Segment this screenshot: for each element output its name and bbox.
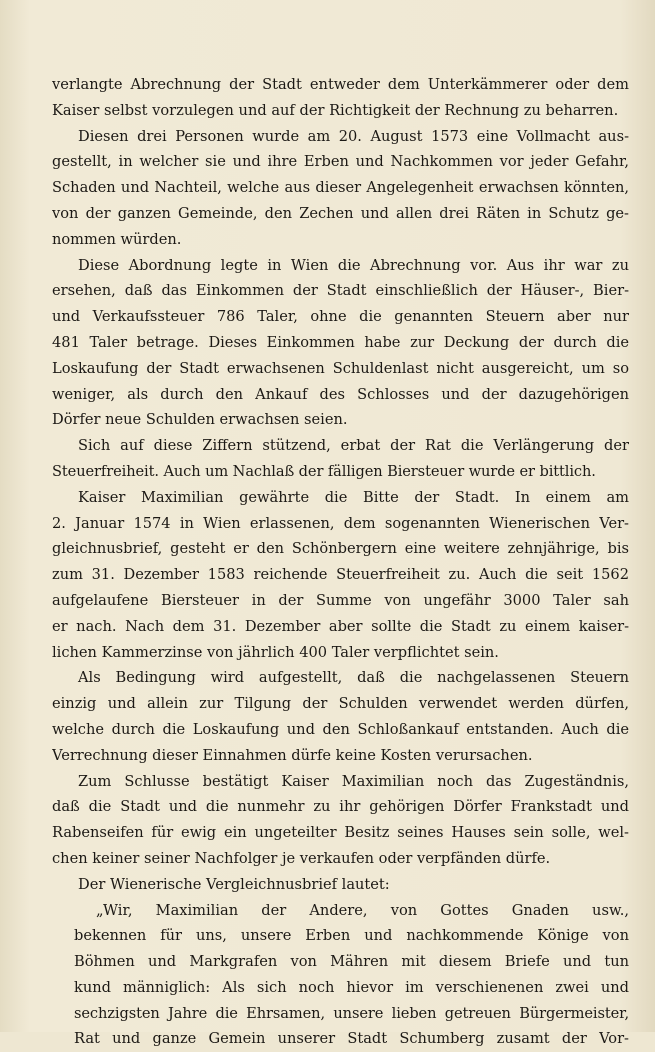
text-line: 2. Januar 1574 in Wien erlassenen, dem sogenannten Wienerischen Ver-	[52, 511, 629, 537]
paragraph-2	[52, 124, 629, 253]
text-line: Loskaufung der Stadt erwachsenen Schuldenlast nicht ausgereicht, um so	[52, 356, 629, 382]
text-line: ersehen, daß das Einkommen der Stadt einschließlich der Häuser-, Bier-	[52, 278, 629, 304]
paragraph-1	[52, 72, 629, 124]
text-line: daß die Stadt und die nunmehr zu ihr gehörigen Dörfer Frankstadt und	[52, 794, 629, 820]
text-line: er nach. Nach dem 31. Dezember aber sollte die Stadt zu einem kaiser-	[52, 614, 629, 640]
paragraph-4	[52, 433, 629, 485]
paragraph-7	[52, 769, 629, 872]
text-line: Kaiser selbst vorzulegen und auf der Richtigkeit der Rechnung zu beharren.	[52, 98, 629, 124]
quote-line: sechzigsten Jahre die Ehrsamen, unsere lieben getreuen Bürgermeister,	[52, 1001, 629, 1027]
text-line: Zum Schlusse bestätigt Kaiser Maximilian noch das Zugeständnis,	[52, 769, 629, 795]
text-line: chen keiner seiner Nachfolger je verkaufen oder verpfänden dürfe.	[52, 846, 629, 872]
text-line: Diese Abordnung legte in Wien die Abrechnung vor. Aus ihr war zu	[52, 253, 629, 279]
quote-line: bekennen für uns, unsere Erben und nachkommende Könige von	[52, 923, 629, 949]
text-line: lichen Kammerzinse von jährlich 400 Taler verpflichtet sein.	[52, 640, 629, 666]
text-line: und Verkaufssteuer 786 Taler, ohne die genannten Steuern aber nur	[52, 304, 629, 330]
quoted-letter	[52, 898, 629, 1052]
text-line: Dörfer neue Schulden erwachsen seien.	[52, 407, 629, 433]
text-line: Als Bedingung wird aufgestellt, daß die nachgelassenen Steuern	[52, 665, 629, 691]
text-line: von der ganzen Gemeinde, den Zechen und allen drei Räten in Schutz ge-	[52, 201, 629, 227]
text-line: gestellt, in welcher sie und ihre Erben und Nachkommen vor jeder Gefahr,	[52, 149, 629, 175]
text-line: aufgelaufene Biersteuer in der Summe von ungefähr 3000 Taler sah	[52, 588, 629, 614]
text-line: Diesen drei Personen wurde am 20. August 1573 eine Vollmacht aus-	[52, 124, 629, 150]
text-line: Schaden und Nachteil, welche aus dieser Angelegenheit erwachsen könnten,	[52, 175, 629, 201]
quote-line: „Wir, Maximilian der Andere, von Gottes Gnaden usw.,	[52, 898, 629, 924]
text-line: zum 31. Dezember 1583 reichende Steuerfreiheit zu. Auch die seit 1562	[52, 562, 629, 588]
text-line: Kaiser Maximilian gewährte die Bitte der Stadt. In einem am	[52, 485, 629, 511]
text-line: einzig und allein zur Tilgung der Schulden verwendet werden dürfen,	[52, 691, 629, 717]
text-line: weniger, als durch den Ankauf des Schlosses und der dazugehörigen	[52, 382, 629, 408]
text-line: verlangte Abrechnung der Stadt entweder dem Unterkämmerer oder dem	[52, 72, 629, 98]
text-line: gleichnusbrief, gesteht er den Schönbergern eine weitere zehnjährige, bis	[52, 536, 629, 562]
quote-line: Böhmen und Markgrafen von Mähren mit diesem Briefe und tun	[52, 949, 629, 975]
text-line: Verrechnung dieser Einnahmen dürfe keine Kosten verursachen.	[52, 743, 629, 769]
text-line: Der Wienerische Vergleichnusbrief lautet:	[52, 872, 629, 898]
text-line: 481 Taler betrage. Dieses Einkommen habe zur Deckung der durch die	[52, 330, 629, 356]
paragraph-6	[52, 665, 629, 768]
quote-line: kund männiglich: Als sich noch hievor im verschienenen zwei und	[52, 975, 629, 1001]
text-line: nommen würden.	[52, 227, 629, 253]
paragraph-3	[52, 253, 629, 434]
quote-line: Rat und ganze Gemein unserer Stadt Schumberg zusamt der Vor-	[52, 1026, 629, 1052]
text-line: Steuerfreiheit. Auch um Nachlaß der fälligen Biersteuer wurde er bittlich.	[52, 459, 629, 485]
paragraph-5	[52, 485, 629, 666]
text-line: Sich auf diese Ziffern stützend, erbat der Rat die Verlängerung der	[52, 433, 629, 459]
text-line: Rabenseifen für ewig ein ungeteilter Besitz seines Hauses sein solle, wel-	[52, 820, 629, 846]
paragraph-8	[52, 872, 629, 898]
text-line: welche durch die Loskaufung und den Schloßankauf entstanden. Auch die	[52, 717, 629, 743]
